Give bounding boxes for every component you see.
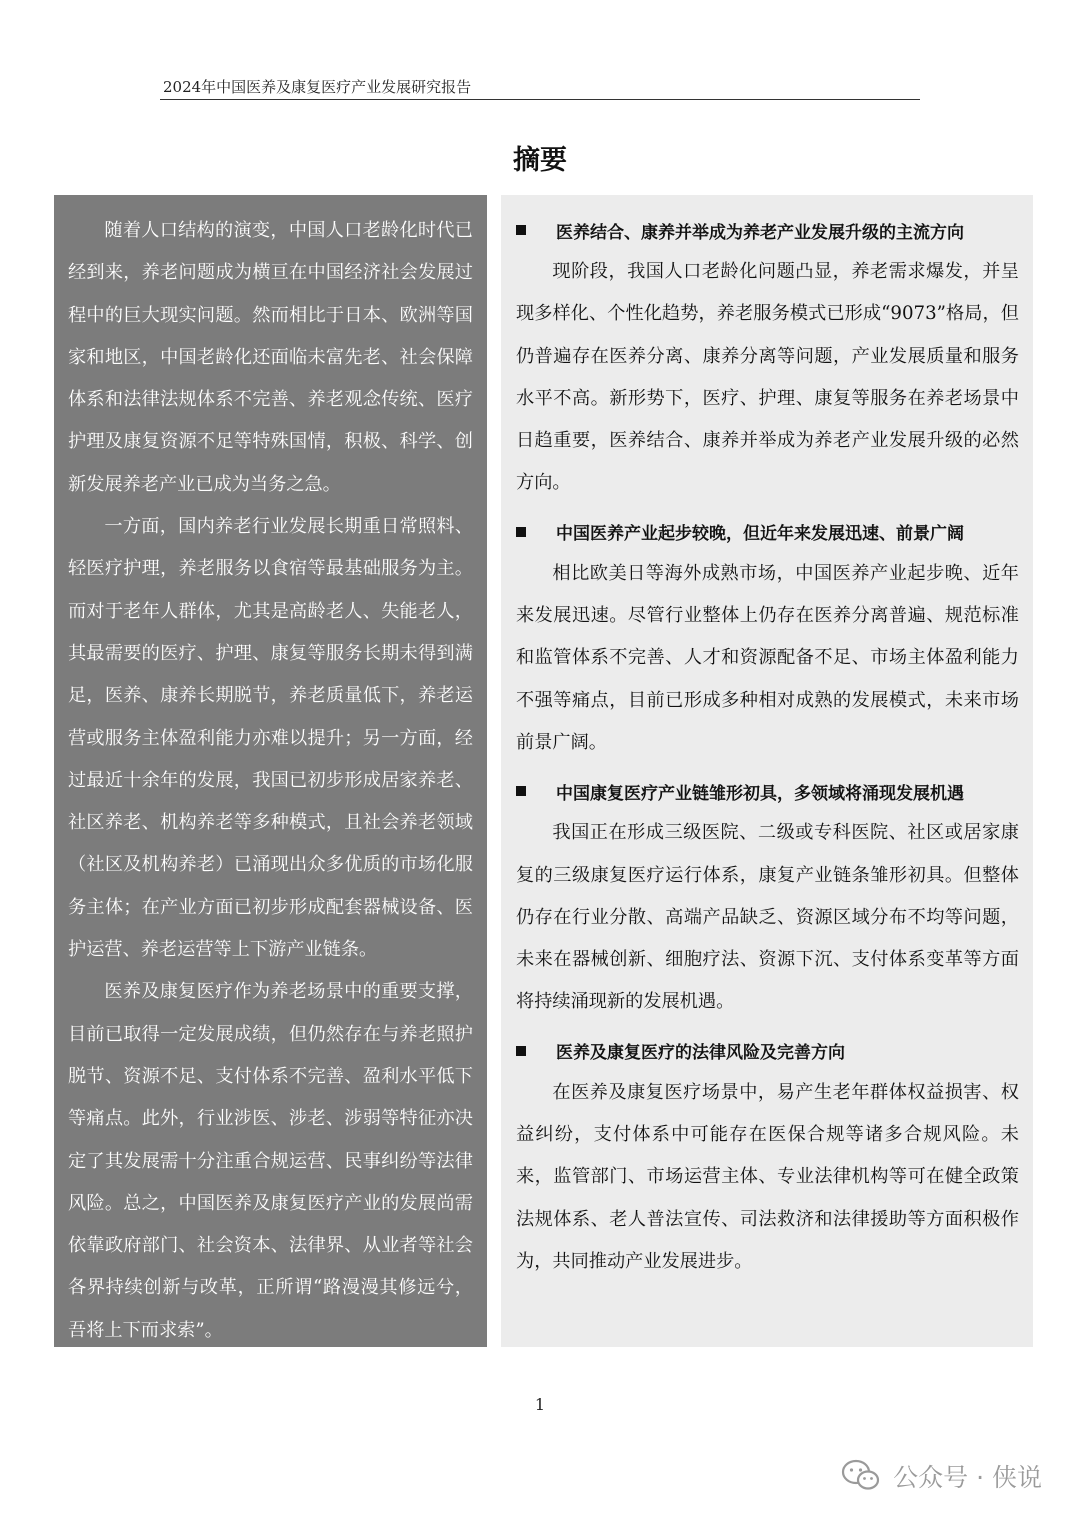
square-bullet-icon — [516, 527, 526, 537]
square-bullet-icon — [516, 786, 526, 796]
right-key-points-panel — [501, 195, 1033, 1347]
section-heading-text: 医养结合、康养并举成为养老产业发展升级的主流方向 — [556, 222, 964, 243]
header-divider — [160, 99, 920, 100]
section-heading-text: 中国康复医疗产业链雏形初具，多领域将涌现发展机遇 — [556, 783, 964, 804]
watermark-text: 公众号 · 侠说 — [893, 1463, 1042, 1492]
key-point-section — [516, 209, 1019, 505]
key-point-section — [516, 770, 1019, 1023]
square-bullet-icon — [516, 1046, 526, 1056]
key-point-section — [516, 1030, 1019, 1283]
section-body: 相比欧美日等海外成熟市场，中国医养产业起步晚、近年来发展迅速。尽管行业整体上仍存在医养分离普遍、规范标准和监管体系不完善、人才和资源配备不足、市场主体盈利能力不强等痛点，目前已形成多种相对成熟的发展模式，未来市场前景广阔。 — [516, 562, 1019, 753]
section-body: 现阶段，我国人口老龄化问题凸显，养老需求爆发，并呈现多样化、个性化趋势，养老服务模式已形成“9073”格局，但仍普遍存在医养分离、康养分离等问题，产业发展质量和服务水平不高。新形势下，医疗、护理、康复等服务在养老场景中日趋重要，医养结合、康养并举成为养老产业发展升级的必然方向。 — [516, 261, 1019, 494]
left-paragraph: 医养及康复医疗作为养老场景中的重要支撑，目前已取得一定发展成绩，但仍然存在与养老照护脱节、资源不足、支付体系不完善、盈利水平低下等痛点。此外，行业涉医、涉老、涉弱等特征亦决定了其发展需十分注重合规运营、民事纠纷等法律风险。总之，中国医养及康复医疗产业的发展尚需依靠政府部门、社会资本、法律界、从业者等社会各界持续创新与改革，正所谓“路漫漫其修远兮，吾将上下而求索”。 — [68, 981, 473, 1341]
section-heading — [516, 770, 1019, 812]
page-number: 1 — [534, 1395, 546, 1414]
section-heading — [516, 209, 1019, 251]
section-heading — [516, 1030, 1019, 1072]
watermark — [841, 1458, 1042, 1494]
section-body: 在医养及康复医疗场景中，易产生老年群体权益损害、权益纠纷，支付体系中可能存在医保合规等诸多合规风险。未来，监管部门、市场运营主体、专业法律机构等可在健全政策法规体系、老人普法宣传、司法救济和法律援助等方面积极作为，共同推动产业发展进步。 — [516, 1081, 1019, 1272]
section-heading — [516, 511, 1019, 553]
report-header-title: 2024年中国医养及康复医疗产业发展研究报告 — [163, 78, 472, 96]
section-heading-text: 医养及康复医疗的法律风险及完善方向 — [556, 1043, 845, 1064]
section-heading-text: 中国医养产业起步较晚，但近年来发展迅速、前景广阔 — [556, 524, 964, 545]
wechat-icon — [841, 1459, 881, 1493]
section-body: 我国正在形成三级医院、二级或专科医院、社区或居家康复的三级康复医疗运行体系，康复产业链条雏形初具。但整体仍存在行业分散、高端产品缺乏、资源区域分布不均等问题，未来在器械创新、细胞疗法、资源下沉、支付体系变革等方面将持续涌现新的发展机遇。 — [516, 822, 1019, 1013]
left-summary-panel — [54, 195, 487, 1347]
left-paragraph: 一方面，国内养老行业发展长期重日常照料、轻医疗护理，养老服务以食宿等最基础服务为主。而对于老年人群体，尤其是高龄老人、失能老人，其最需要的医疗、护理、康复等服务长期未得到满足，医养、康养长期脱节，养老质量低下，养老运营或服务主体盈利能力亦难以提升；另一方面，经过最近十余年的发展，我国已初步形成居家养老、社区养老、机构养老等多种模式，且社会养老领域（社区及机构养老）已涌现出众多优质的市场化服务主体；在产业方面已初步形成配套器械设备、医护运营、养老运营等上下游产业链条。 — [68, 516, 473, 961]
page-title: 摘要 — [513, 145, 567, 176]
square-bullet-icon — [516, 225, 526, 235]
key-point-section — [516, 511, 1019, 764]
left-paragraph: 随着人口结构的演变，中国人口老龄化时代已经到来，养老问题成为横亘在中国经济社会发展过程中的巨大现实问题。然而相比于日本、欧洲等国家和地区，中国老龄化还面临未富先老、社会保障体系和法律法规体系不完善、养老观念传统、医疗护理及康复资源不足等特殊国情，积极、科学、创新发展养老产业已成为当务之急。 — [68, 220, 473, 495]
